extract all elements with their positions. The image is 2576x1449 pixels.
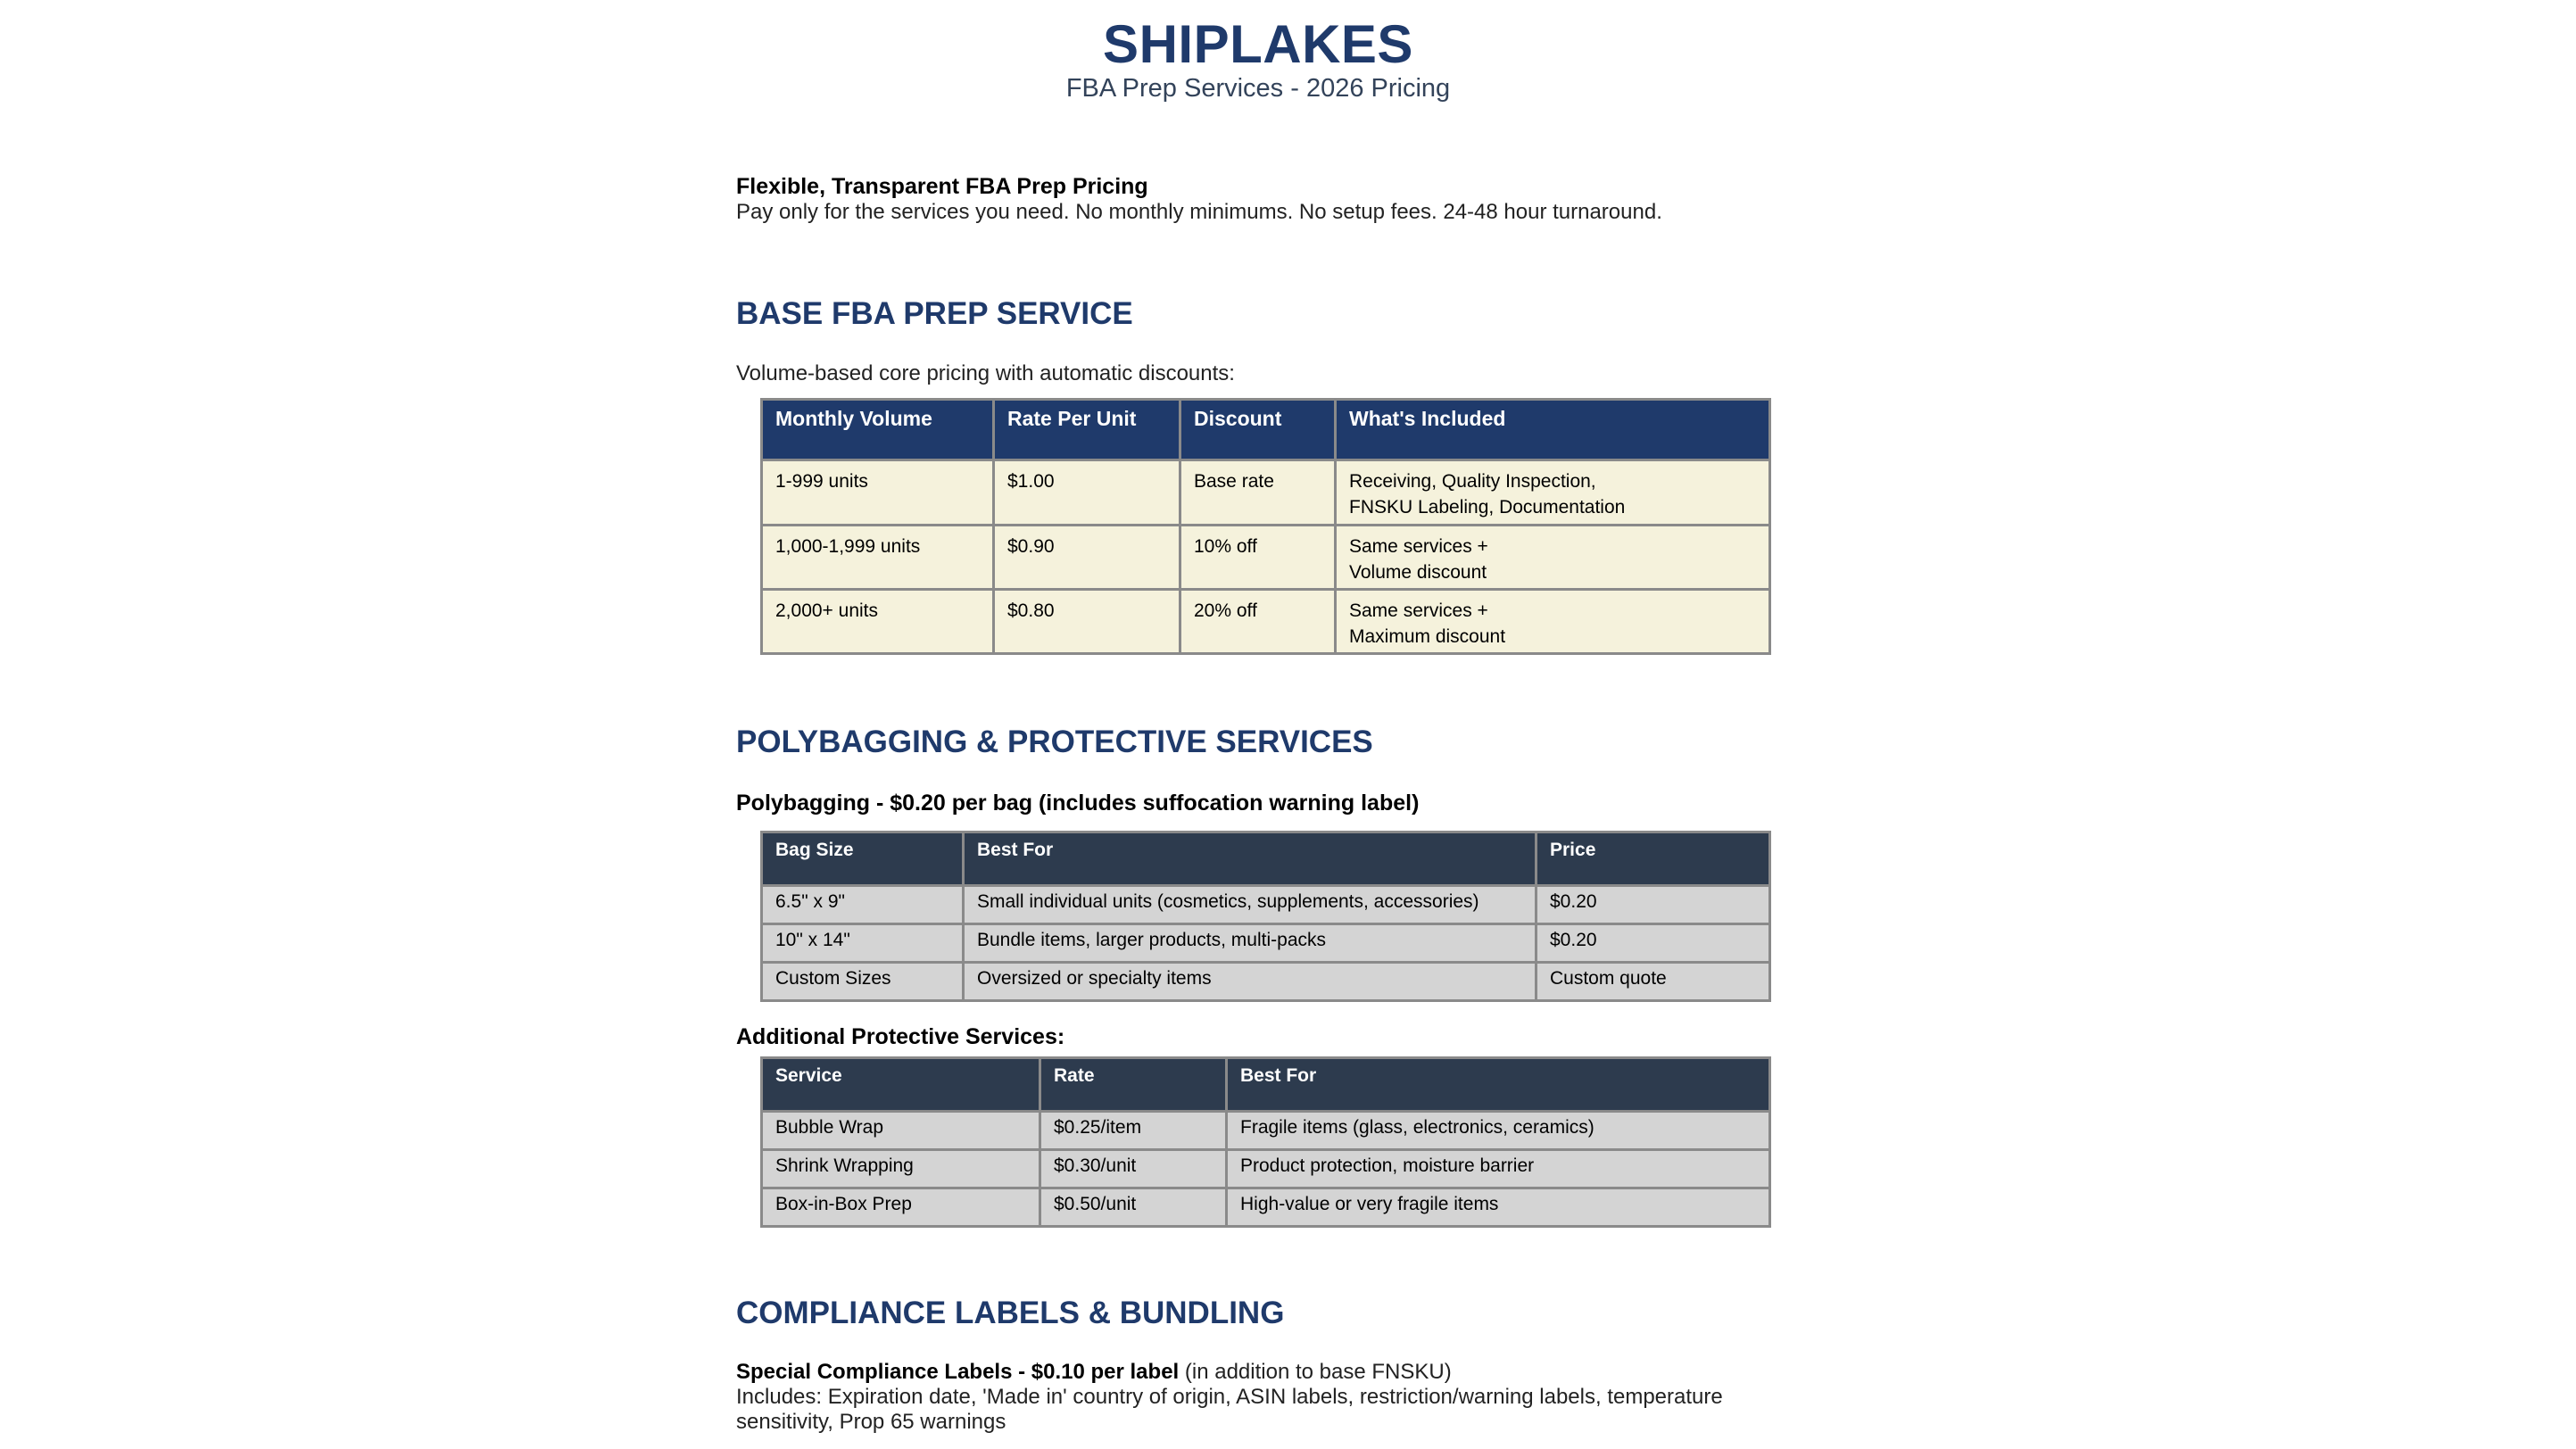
rate-cell: $0.90: [994, 526, 1180, 590]
column-header: Discount: [1180, 400, 1336, 460]
table-header-row: [762, 400, 1770, 460]
volume-cell: 2,000+ units: [762, 590, 994, 654]
rate-cell: $0.30/unit: [1040, 1150, 1227, 1188]
price-cell: $0.20: [1536, 924, 1770, 963]
discount-cell: 10% off: [1180, 526, 1336, 590]
compliance-label-price: Special Compliance Labels - $0.10 per label: [736, 1360, 1180, 1384]
included-line: Volume discount: [1349, 562, 1487, 583]
table-row: [762, 963, 1770, 1001]
best-for-cell: Bundle items, larger products, multi-packs: [964, 924, 1536, 963]
discount-cell: Base rate: [1180, 460, 1336, 526]
compliance-label-note: (in addition to base FNSKU): [1179, 1360, 1452, 1384]
volume-cell: 1-999 units: [762, 460, 994, 526]
column-header: Bag Size: [762, 832, 964, 886]
included-line: Same services +: [1349, 600, 1488, 621]
table-row: [762, 1150, 1770, 1188]
compliance-includes-line: sensitivity, Prop 65 warnings: [736, 1410, 1006, 1434]
column-header: What's Included: [1336, 400, 1770, 460]
column-header: Monthly Volume: [762, 400, 994, 460]
included-cell: [1336, 526, 1770, 590]
compliance-section-heading: COMPLIANCE LABELS & BUNDLING: [736, 1296, 1285, 1330]
intro-heading: Flexible, Transparent FBA Prep Pricing: [736, 174, 1148, 199]
column-header: Rate Per Unit: [994, 400, 1180, 460]
table-row: [762, 590, 1770, 654]
discount-cell: 20% off: [1180, 590, 1336, 654]
price-cell: $0.20: [1536, 886, 1770, 924]
best-for-cell: Oversized or specialty items: [964, 963, 1536, 1001]
rate-cell: $0.50/unit: [1040, 1188, 1227, 1227]
table-row: [762, 924, 1770, 963]
column-header: Rate: [1040, 1058, 1227, 1112]
included-line: Receiving, Quality Inspection,: [1349, 471, 1596, 492]
price-cell: Custom quote: [1536, 963, 1770, 1001]
table-row: [762, 1112, 1770, 1150]
column-header: Service: [762, 1058, 1040, 1112]
rate-cell: $1.00: [994, 460, 1180, 526]
base-section-description: Volume-based core pricing with automatic discounts:: [736, 361, 1235, 385]
base-section-heading: BASE FBA PREP SERVICE: [736, 296, 1133, 331]
column-header: Price: [1536, 832, 1770, 886]
column-header: Best For: [1227, 1058, 1770, 1112]
document-subtitle: FBA Prep Services - 2026 Pricing: [1065, 74, 1451, 103]
service-cell: Shrink Wrapping: [762, 1150, 1040, 1188]
included-cell: [1336, 460, 1770, 526]
table-header-row: [762, 1058, 1770, 1112]
table-row: [762, 460, 1770, 526]
intro-text: Pay only for the services you need. No monthly minimums. No setup fees. 24-48 hour turnaround.: [736, 200, 1662, 224]
compliance-includes-line: Includes: Expiration date, 'Made in' country of origin, ASIN labels, restriction/warning labels, temperature: [736, 1385, 1723, 1409]
included-line: Maximum discount: [1349, 626, 1506, 647]
table-row: [762, 886, 1770, 924]
bag-size-cell: Custom Sizes: [762, 963, 964, 1001]
base-pricing-table: [760, 398, 1771, 655]
additional-services-heading: Additional Protective Services:: [736, 1024, 1065, 1049]
polybag-pricing-line: Polybagging - $0.20 per bag (includes suffocation warning label): [736, 791, 1420, 816]
compliance-label-line: [736, 1359, 1452, 1385]
polybag-table: [760, 831, 1771, 1002]
additional-services-table: [760, 1056, 1771, 1228]
rate-cell: $0.25/item: [1040, 1112, 1227, 1150]
table-row: [762, 1188, 1770, 1227]
column-header: Best For: [964, 832, 1536, 886]
best-for-cell: Fragile items (glass, electronics, ceramics): [1227, 1112, 1770, 1150]
service-cell: Bubble Wrap: [762, 1112, 1040, 1150]
bag-size-cell: 6.5" x 9": [762, 886, 964, 924]
rate-cell: $0.80: [994, 590, 1180, 654]
table-header-row: [762, 832, 1770, 886]
bag-size-cell: 10" x 14": [762, 924, 964, 963]
volume-cell: 1,000-1,999 units: [762, 526, 994, 590]
best-for-cell: High-value or very fragile items: [1227, 1188, 1770, 1227]
best-for-cell: Product protection, moisture barrier: [1227, 1150, 1770, 1188]
included-line: FNSKU Labeling, Documentation: [1349, 497, 1626, 518]
service-cell: Box-in-Box Prep: [762, 1188, 1040, 1227]
best-for-cell: Small individual units (cosmetics, supplements, accessories): [964, 886, 1536, 924]
company-title: SHIPLAKES: [1103, 14, 1413, 74]
included-cell: [1336, 590, 1770, 654]
included-line: Same services +: [1349, 536, 1488, 557]
table-row: [762, 526, 1770, 590]
poly-section-heading: POLYBAGGING & PROTECTIVE SERVICES: [736, 724, 1373, 759]
